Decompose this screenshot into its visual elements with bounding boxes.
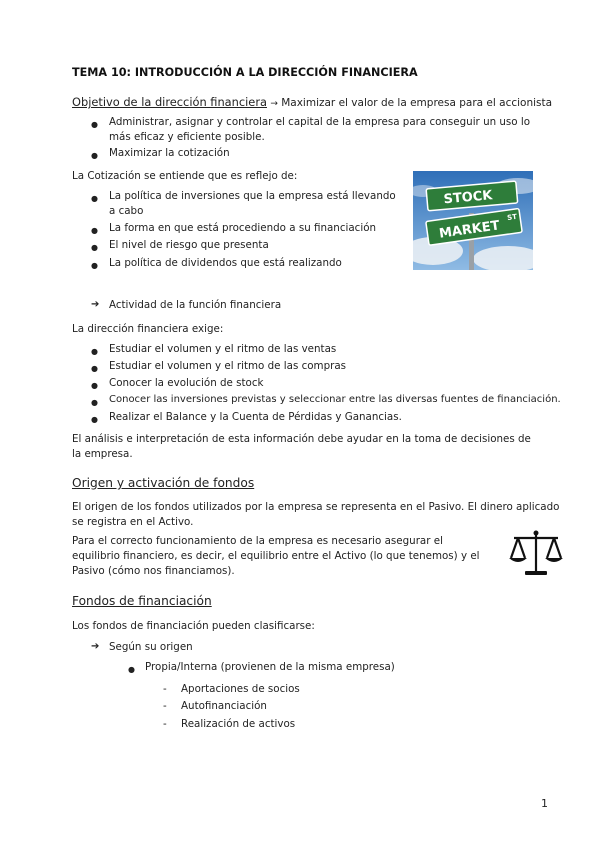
list-item: La política de dividendos que está realizando (109, 257, 342, 269)
fondos-heading: Fondos de financiación (72, 594, 212, 608)
bullet-icon: ● (91, 347, 98, 356)
list-item: Estudiar el volumen y el ritmo de las compras (109, 360, 347, 372)
origen-paragraph-1: El origen de los fondos utilizados por la empresa se representa en el Pasivo. El dinero aplicado se registra en el Activo. (72, 501, 560, 528)
exige-intro: La dirección financiera exige: (72, 323, 224, 335)
page-title: TEMA 10: INTRODUCCIÓN A LA DIRECCIÓN FINANCIERA (72, 66, 418, 79)
list-item: La política de inversiones que la empresa está llevando a cabo (109, 190, 396, 217)
dash-icon: - (163, 683, 167, 695)
list-item: Realizar el Balance y la Cuenta de Pérdidas y Ganancias. (109, 411, 402, 423)
objetivo-text: Maximizar el valor de la empresa para el accionista (281, 97, 553, 109)
list-item: Propia/Interna (provienen de la misma empresa) (145, 661, 395, 673)
bullet-icon: ● (91, 381, 98, 390)
dash-icon: - (163, 718, 167, 730)
list-item: La forma en que está procediendo a su financiación (109, 222, 377, 234)
bullet-icon: ● (91, 226, 98, 235)
sign-bottom-text: MARKET (438, 218, 501, 242)
sign-bottom-suffix: ST (506, 212, 518, 223)
bullet-icon: ● (91, 194, 98, 203)
list-item: Realización de activos (181, 718, 296, 730)
objetivo-heading: Objetivo de la dirección financiera (72, 95, 267, 109)
dash-icon: - (163, 700, 167, 712)
list-item: El nivel de riesgo que presenta (109, 239, 269, 251)
list-item: Autofinanciación (181, 700, 267, 712)
bullet-icon: ● (91, 243, 98, 252)
balance-scale-icon (508, 528, 564, 578)
list-item: Estudiar el volumen y el ritmo de las ventas (109, 343, 337, 355)
cotizacion-intro: La Cotización se entiende que es reflejo de: (72, 170, 298, 182)
actividad-text: Actividad de la función financiera (109, 299, 282, 311)
arrow-icon: ➔ (91, 641, 100, 652)
arrow-icon: → (270, 99, 278, 109)
bullet-icon: ● (91, 415, 98, 424)
objetivo-line (72, 95, 552, 109)
origen-heading: Origen y activación de fondos (72, 476, 255, 490)
bullet-icon: ● (91, 364, 98, 373)
page-number: 1 (541, 797, 548, 810)
bullet-icon: ● (91, 398, 98, 407)
bullet-icon: ● (91, 261, 98, 270)
fondos-intro: Los fondos de financiación pueden clasificarse: (72, 620, 315, 632)
origen-paragraph-2: Para el correcto funcionamiento de la empresa es necesario asegurar el equilibrio financiero, es decir, el equilibrio entre el Activo (lo que tenemos) y el Pasivo (cómo nos financiamos). (72, 535, 480, 577)
list-item: Administrar, asignar y controlar el capital de la empresa para conseguir un uso lo más eficaz y eficiente posible. (109, 116, 531, 143)
list-item: Aportaciones de socios (181, 683, 300, 695)
bullet-icon: ● (91, 120, 98, 129)
list-item: Conocer las inversiones previstas y seleccionar entre las diversas fuentes de financiación. (109, 394, 561, 405)
bullet-icon: ● (128, 665, 135, 674)
bullet-icon: ● (91, 151, 98, 160)
sign-top-text: STOCK (443, 188, 494, 208)
arrow-icon: ➔ (91, 299, 100, 310)
stock-market-sign-image (413, 171, 533, 270)
list-item: Maximizar la cotización (109, 147, 230, 159)
analisis-paragraph: El análisis e interpretación de esta información debe ayudar en la toma de decisiones de la empresa. (72, 433, 531, 460)
list-item: Según su origen (109, 641, 193, 653)
list-item: Conocer la evolución de stock (109, 377, 264, 389)
